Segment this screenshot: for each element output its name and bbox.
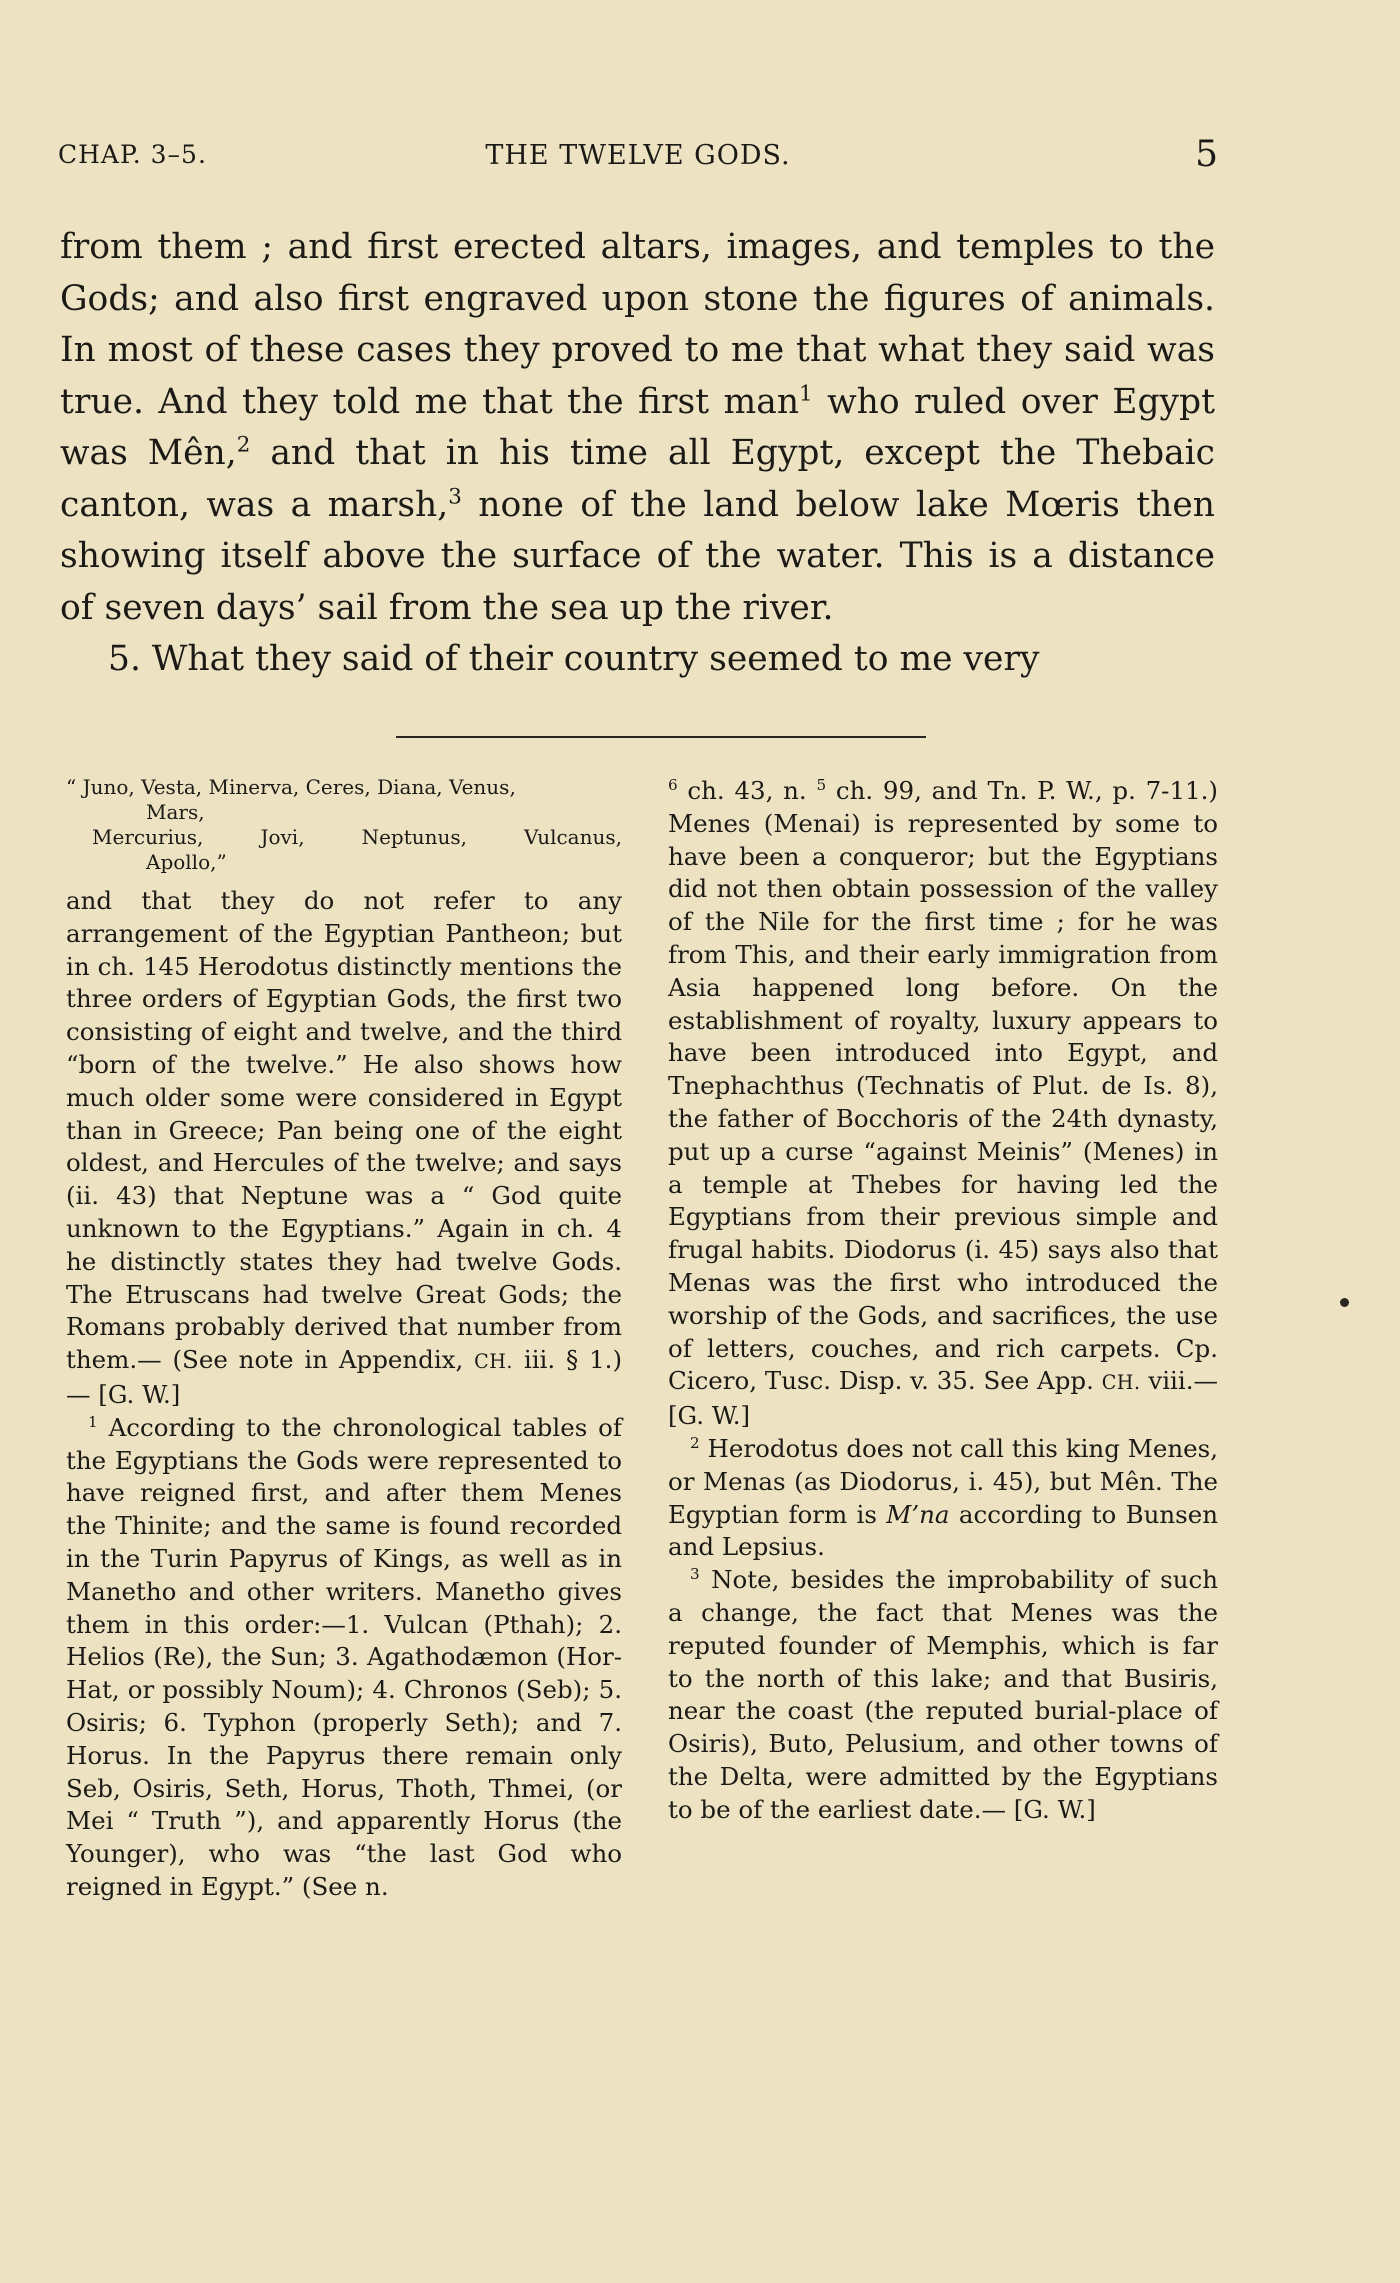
footnote-ref-2: 2 (236, 432, 251, 458)
footnote-divider (396, 736, 926, 738)
footnote-3: $^3$ Note, besides the improbability of such a change, the fact that Menes was the reputed founder of Memphis, which is far to the north of this lake; and that Busiris, near the coast (the reputed burial-place of Osiris), Buto, Pelusium, and other towns of the Delta, were admitted by the Egyptians to be of the earliest date.— [G. W.] (668, 1564, 1218, 1824)
footnote-ref-3: 3 (448, 484, 462, 509)
running-header (58, 134, 1218, 190)
page-number: 5 (1195, 134, 1218, 175)
margin-dot (1340, 1298, 1349, 1307)
main-paragraph: from them ; and first erected altars, images, and temples to the Gods; and also first engraved upon stone the figures of animals. In most of these cases they proved to me that what they said was true. And they told me that the first man$^1$ who ruled over Egypt was Mên,$^2$ and that in his time all Egypt, except the Thebaic canton, was a marsh,$^3$ none of the land below lake Mœris then showing itself above the surface of the water. This is a distance of seven days’ sail from the sea up the river. (60, 227, 1215, 628)
footnote-1-number: 1 (88, 1412, 98, 1431)
running-title: THE TWELVE GODS. (485, 140, 791, 171)
footnote-1-continued: $^6$ ch. 43, n. $^5$ ch. 99, and Tn. P. W., p. 7-11.) Menes (Menai) is represented by some to have been a conqueror; but the Egyptians did not then obtain possession of the valley of the Nile for the first time ; for he was from This, and their early immigration from Asia happened long before. On the establishment of royalty, luxury appears to have been introduced into Egypt, and Tnephachthus (Technatis of Plut. de Is. 8), the father of Bocchoris of the 24th dynasty, put up a curse “against Meinis” (Menes) in a temple at Thebes for having led the Egyptians from their previous simple and frugal habits. Diodorus (i. 45) says also that Menas was the first who introduced the worship of the Gods, and sacrifices, the use of letters, couches, and rich carpets. Cp. Cicero, Tusc. Disp. v. 35. See App. CH. viii.— [G. W.] (668, 775, 1218, 1431)
footnote-2: $^2$ Herodotus does not call this king Menes, or Menas (as Diodorus, i. 45), but Mên. The Egyptian form is M’na according to Bunsen and Lepsius. (668, 1433, 1218, 1562)
main-text (60, 222, 1215, 686)
chapter-reference: CHAP. 3–5. (58, 140, 207, 169)
footnote-3-number: 3 (690, 1564, 700, 1583)
footnotes-left-column (66, 775, 622, 1904)
note-continuation: and that they do not refer to any arrangement of the Egyptian Pantheon; but in ch. 145 Herodotus distinctly mentions the three orders of Egyptian Gods, the first two consisting of eight and twelve, and the third “born of the twelve.” He also shows how much older some were considered in Egypt than in Greece; Pan being one of the eight oldest, and Hercules of the twelve; and says (ii. 43) that Neptune was a “ God quite unknown to the Egyptians.” Again in ch. 4 he distinctly states they had twelve Gods. The Etruscans had twelve Great Gods; the Romans probably derived that number from them.— (See note in Appendix, CH. iii. § 1.)— [G. W.] (66, 886, 623, 1409)
footnote-2-number: 2 (690, 1433, 700, 1452)
footnotes-right-column (668, 775, 1218, 1827)
footnote-ref-1: 1 (799, 381, 813, 406)
latin-verse-quote: “ Juno, Vesta, Minerva, Ceres, Diana, Venus, Mars, Mercurius, Jovi, Neptunus, Vulcanus, Apollo,” (66, 775, 622, 874)
footnote-1: $^1$ According to the chronological tables of the Egyptians the Gods were represented to have reigned first, and after them Menes the Thinite; and the same is found recorded in the Turin Papyrus of Kings, as well as in Manetho and other writers. Manetho gives them in this order:—1. Vulcan (Pthah); 2. Helios (Re), the Sun; 3. Agathodæmon (Hor-Hat, or possibly Noum); 4. Chronos (Seb); 5. Osiris; 6. Typhon (properly Seth); and 7. Horus. In the Papyrus there remain only Seb, Osiris, Seth, Horus, Thoth, Thmei, (or Mei “ Truth ”), and apparently Horus (the Younger), who was “the last God who reigned in Egypt.” (See n. (66, 1412, 622, 1901)
main-paragraph-section-5: 5. What they said of their country seemed to me very (108, 639, 1040, 679)
